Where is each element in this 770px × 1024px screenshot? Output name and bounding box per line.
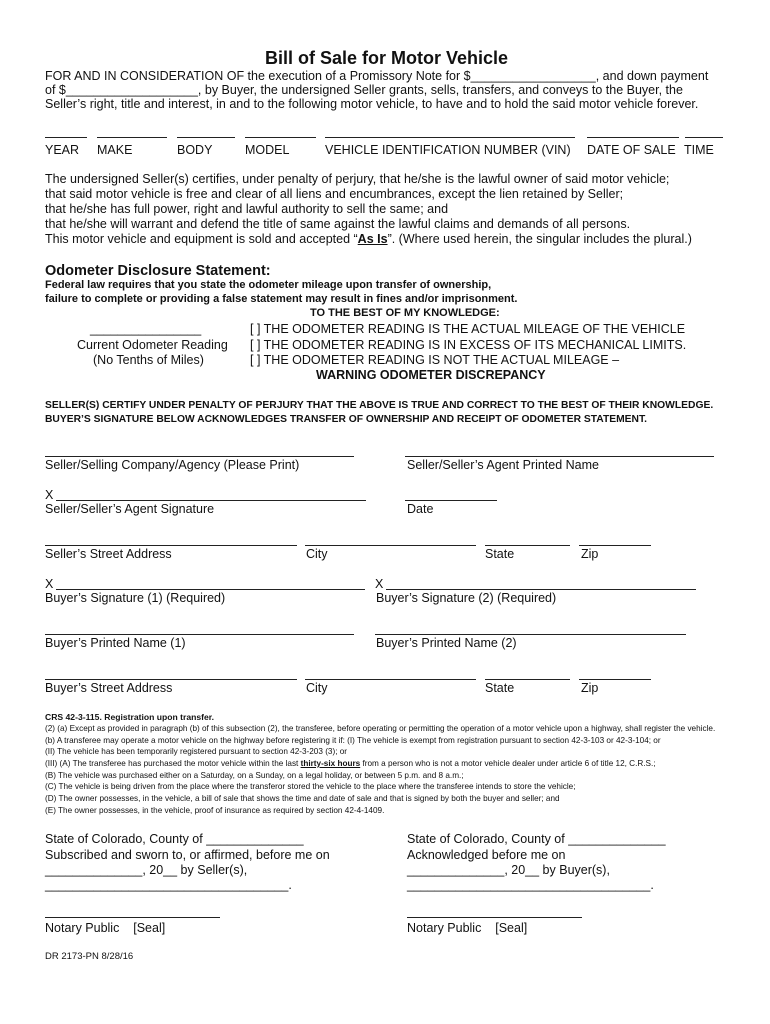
certification-line-2: that said motor vehicle is free and clear of all liens and encumbrances, except the lien retained by Seller; xyxy=(45,187,624,201)
seller-street-blank[interactable] xyxy=(45,545,297,546)
odometer-option-actual[interactable]: [ ] THE ODOMETER READING IS THE ACTUAL MILEAGE OF THE VEHICLE xyxy=(250,322,686,336)
odometer-law-line-1: Federal law requires that you state the odometer mileage upon transfer of ownership, xyxy=(45,279,492,291)
statute-line-4: (III) (A) The transferee has purchased the motor vehicle within the last thirty-six hours from a person who is not a motor vehicle dealer under article 6 of title 12, C.R.S.; xyxy=(45,759,656,768)
odometer-reading-blank[interactable]: ________________ xyxy=(90,322,202,336)
seller-zip-label: Zip xyxy=(581,547,599,561)
buyer-1-name-label: Buyer’s Printed Name (1) xyxy=(45,636,186,650)
vin-label: VEHICLE IDENTIFICATION NUMBER (VIN) xyxy=(325,143,571,157)
odometer-heading: Odometer Disclosure Statement: xyxy=(45,263,271,279)
seller-company-blank[interactable] xyxy=(45,456,354,457)
notary-left-date[interactable]: ______________, 20__ by Seller(s), xyxy=(45,863,248,877)
certification-line-1: The undersigned Seller(s) certifies, under penalty of perjury, that he/she is the lawful owner of said motor vehicle; xyxy=(45,172,670,186)
notary-left-sworn: Subscribed and sworn to, or affirmed, before me on xyxy=(45,848,330,862)
statute-line-5: (B) The vehicle was purchased either on a Saturday, on a Sunday, on a legal holiday, or between 5 p.m. and 8 a.m.; xyxy=(45,771,464,780)
seller-x-mark: X xyxy=(45,488,54,502)
statute-line-6: (C) The vehicle is being driven from the place where the transferor stored the vehicle to the place where the transferee intends to store the vehicle; xyxy=(45,782,576,791)
best-knowledge: TO THE BEST OF MY KNOWLEDGE: xyxy=(310,307,500,319)
as-is-line: This motor vehicle and equipment is sold and accepted “As Is”. (Where used herein, the singular includes the plural.) xyxy=(45,232,692,246)
odometer-option-excess[interactable]: [ ] THE ODOMETER READING IS IN EXCESS OF ITS MECHANICAL LIMITS. xyxy=(250,338,687,352)
seller-agent-printed-blank[interactable] xyxy=(405,456,714,457)
form-number: DR 2173-PN 8/28/16 xyxy=(45,951,134,962)
buyer-state-label: State xyxy=(485,681,515,695)
seller-signature-blank[interactable] xyxy=(56,500,366,501)
buyer-2-name-blank[interactable] xyxy=(375,634,686,635)
model-label: MODEL xyxy=(245,143,290,157)
buyer-1-name-blank[interactable] xyxy=(45,634,354,635)
body-label: BODY xyxy=(177,143,213,157)
notary-right-signature-blank[interactable] xyxy=(407,917,582,918)
vin-blank[interactable] xyxy=(325,137,575,138)
statute-line-2: (b) A transferee may operate a motor vehicle on the highway before registering it if: (I) The vehicle is exempt from registration pursuant to section 42-3-103 or 42-3-104; or xyxy=(45,736,661,745)
buyer-2-name-label: Buyer’s Printed Name (2) xyxy=(376,636,517,650)
notary-left-county[interactable]: State of Colorado, County of ______________ xyxy=(45,832,304,846)
notary-left-label: Notary Public [Seal] xyxy=(45,921,166,935)
buyer-city-label: City xyxy=(306,681,328,695)
notary-right-date[interactable]: ______________, 20__ by Buyer(s), xyxy=(407,863,610,877)
buyer-zip-label: Zip xyxy=(581,681,599,695)
certification-line-3: that he/she has full power, right and lawful authority to sell the same; and xyxy=(45,202,449,216)
seller-state-label: State xyxy=(485,547,515,561)
year-label: YEAR xyxy=(45,143,80,157)
buyer-2-x-mark: X xyxy=(375,577,384,591)
notary-right-acknowledged: Acknowledged before me on xyxy=(407,848,566,862)
buyer-state-blank[interactable] xyxy=(485,679,570,680)
statute-line-8: (E) The owner possesses, in the vehicle, proof of insurance as required by section 42-4-1409. xyxy=(45,806,385,815)
buyer-1-x-mark: X xyxy=(45,577,54,591)
notary-left-signature-blank[interactable] xyxy=(45,917,220,918)
certification-line-4: that he/she will warrant and defend the title of same against the lawful claims and demands of all persons. xyxy=(45,217,631,231)
body-blank[interactable] xyxy=(177,137,235,138)
notary-right-county[interactable]: State of Colorado, County of ______________ xyxy=(407,832,666,846)
perjury-line-1: SELLER(S) CERTIFY UNDER PENALTY OF PERJURY THAT THE ABOVE IS TRUE AND CORRECT TO THE BEST OF THEIR KNOWLEDGE. xyxy=(45,400,714,411)
seller-signature-label: Seller/Seller’s Agent Signature xyxy=(45,502,215,516)
seller-city-label: City xyxy=(306,547,328,561)
buyer-1-signature-label: Buyer’s Signature (1) (Required) xyxy=(45,591,226,605)
seller-state-blank[interactable] xyxy=(485,545,570,546)
perjury-line-2: BUYER’S SIGNATURE BELOW ACKNOWLEDGES TRANSFER OF OWNERSHIP AND RECEIPT OF ODOMETER STATEMENT. xyxy=(45,414,647,425)
as-is-emphasis: As Is xyxy=(357,232,388,246)
buyer-street-blank[interactable] xyxy=(45,679,297,680)
intro-line-3: Seller’s right, title and interest, in and to the following motor vehicle, to have and to hold the said motor vehicle forever. xyxy=(45,97,699,111)
make-blank[interactable] xyxy=(97,137,167,138)
seller-street-label: Seller’s Street Address xyxy=(45,547,172,561)
time-label: TIME xyxy=(684,143,714,157)
current-odometer-label: Current Odometer Reading xyxy=(77,338,228,352)
date-of-sale-label: DATE OF SALE xyxy=(587,143,676,157)
buyer-street-label: Buyer’s Street Address xyxy=(45,681,173,695)
model-blank[interactable] xyxy=(245,137,316,138)
buyer-zip-blank[interactable] xyxy=(579,679,651,680)
notary-right-name-blank[interactable]: ___________________________________. xyxy=(407,878,654,892)
buyer-1-signature-blank[interactable] xyxy=(56,589,365,590)
odometer-warning: WARNING ODOMETER DISCREPANCY xyxy=(316,368,546,382)
notary-left-name-blank[interactable]: ___________________________________. xyxy=(45,878,292,892)
seller-zip-blank[interactable] xyxy=(579,545,651,546)
statute-line-3: (II) The vehicle has been temporarily registered pursuant to section 42-3-203 (3); or xyxy=(45,747,348,756)
seller-agent-printed-label: Seller/Seller’s Agent Printed Name xyxy=(407,458,599,472)
buyer-2-signature-blank[interactable] xyxy=(386,589,696,590)
notary-right-label: Notary Public [Seal] xyxy=(407,921,528,935)
seller-company-label: Seller/Selling Company/Agency (Please Print) xyxy=(45,458,300,472)
odometer-law-line-2: failure to complete or providing a false statement may result in fines and/or imprisonment. xyxy=(45,293,518,305)
statute-line-1: (2) (a) Except as provided in paragraph (b) of this subsection (2), the transferee, before operating or permitting the operation of a motor vehicle upon a highway, shall register the vehicle. xyxy=(45,724,716,733)
odometer-option-not-actual[interactable]: [ ] THE ODOMETER READING IS NOT THE ACTUAL MILEAGE – xyxy=(250,353,620,367)
thirty-six-hours-emphasis: thirty-six hours xyxy=(300,759,361,768)
buyer-city-blank[interactable] xyxy=(305,679,476,680)
no-tenths-label: (No Tenths of Miles) xyxy=(93,353,204,367)
buyer-2-signature-label: Buyer’s Signature (2) (Required) xyxy=(376,591,557,605)
seller-city-blank[interactable] xyxy=(305,545,476,546)
date-label: Date xyxy=(407,502,434,516)
date-blank[interactable] xyxy=(405,500,497,501)
time-blank[interactable] xyxy=(685,137,723,138)
statute-heading: CRS 42-3-115. Registration upon transfer. xyxy=(45,712,215,722)
year-blank[interactable] xyxy=(45,137,87,138)
intro-line-1: FOR AND IN CONSIDERATION OF the execution of a Promissory Note for $__________________, and down payment xyxy=(45,69,709,83)
statute-line-7: (D) The owner possesses, in the vehicle, a bill of sale that shows the time and date of sale and that is signed by both the buyer and seller; and xyxy=(45,794,560,803)
make-label: MAKE xyxy=(97,143,133,157)
date-of-sale-blank[interactable] xyxy=(587,137,679,138)
intro-line-2: of $___________________, by Buyer, the undersigned Seller grants, sells, transfers, and conveys to the Buyer, the xyxy=(45,83,683,97)
document-title: Bill of Sale for Motor Vehicle xyxy=(265,48,509,68)
